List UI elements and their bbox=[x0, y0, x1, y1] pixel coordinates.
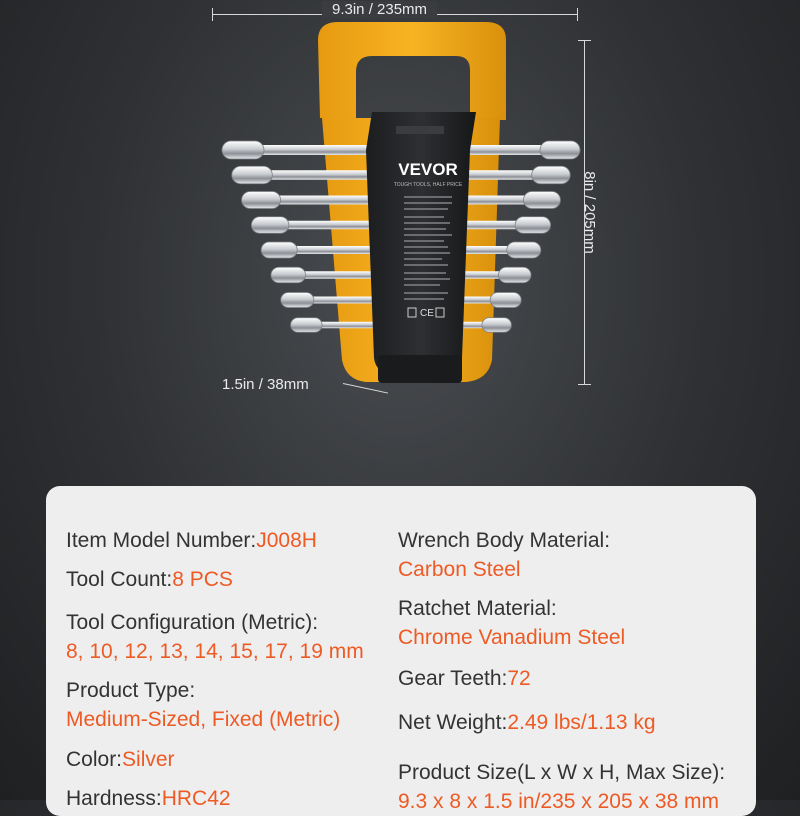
spec-gear-teeth: Gear Teeth:72 bbox=[398, 667, 531, 690]
spec-ratchet-material: Ratchet Material: Chrome Vanadium Steel bbox=[398, 597, 626, 649]
black-center-plate bbox=[366, 112, 476, 383]
brand-tagline: TOUGH TOOLS, HALF PRICE bbox=[393, 182, 463, 188]
spec-tool-count: Tool Count:8 PCS bbox=[66, 568, 233, 591]
specification-panel bbox=[46, 486, 756, 816]
spec-product-size: Product Size(L x W x H, Max Size): 9.3 x 8 x 1.5 in/235 x 205 x 38 mm bbox=[398, 761, 726, 813]
spec-model-number: Item Model Number:J008H bbox=[66, 529, 317, 552]
spec-net-weight: Net Weight:2.49 lbs/1.13 kg bbox=[398, 711, 656, 734]
spec-product-type: Product Type: Medium-Sized, Fixed (Metric) bbox=[66, 679, 341, 731]
spec-color: Color:Silver bbox=[66, 748, 175, 771]
depth-dimension-label: 1.5in / 38mm bbox=[222, 376, 309, 393]
width-dimension-label: 9.3in / 235mm bbox=[322, 1, 437, 18]
height-dimension-label: 8in / 205mm bbox=[580, 171, 598, 254]
spec-tool-configuration: Tool Configuration (Metric): 8, 10, 12, 13, 14, 15, 17, 19 mm bbox=[66, 611, 364, 663]
spec-hardness: Hardness:HRC42 bbox=[66, 787, 231, 810]
brand-logo: VEVOR bbox=[398, 160, 458, 179]
ce-mark: CE bbox=[420, 308, 434, 319]
spec-wrench-body-material: Wrench Body Material: Carbon Steel bbox=[398, 529, 611, 581]
